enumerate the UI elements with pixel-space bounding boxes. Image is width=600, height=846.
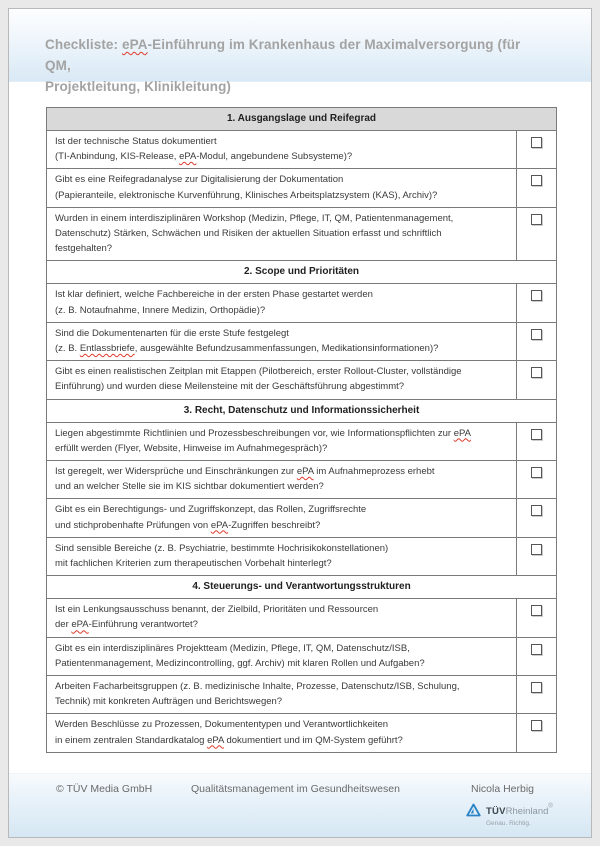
misspelled-word: ePA: [71, 619, 89, 631]
item-checkbox[interactable]: [531, 137, 542, 148]
footer-author: Nicola Herbig: [471, 783, 535, 795]
checklist-table: [46, 107, 557, 753]
checklist-row: [47, 498, 556, 536]
checkbox-cell: [516, 499, 556, 536]
checkbox-cell: [516, 131, 556, 168]
misspelled-word: Entlassbriefe: [79, 343, 135, 355]
section-heading: 2. Scope und Prioritäten: [47, 260, 556, 283]
question-text: Sind sensible Bereiche (z. B. Psychiatrie, bestimmte Hochrisikokonstellationen) mit fachlichen Kriterien zum therapeutischen Vorbehalt hinterlegt?: [55, 542, 389, 570]
checkbox-cell: [516, 538, 556, 575]
checkbox-cell: [516, 638, 556, 675]
question-text: Ist klar definiert, welche Fachbereiche in der ersten Phase gestartet werden (z. B. Notaufnahme, Innere Medizin, Orthopädie)?: [55, 289, 373, 316]
checkbox-cell: [516, 361, 556, 398]
section-heading: 1. Ausgangslage und Reifegrad: [47, 108, 556, 130]
checkbox-cell: [516, 323, 556, 360]
question-text: Gibt es ein interdisziplinäres Projektteam (Medizin, Pflege, IT, QM, Datenschutz/ISB, Patientenmanagement, Medizincontrolling, ggf. Archiv) mit klaren Rollen und Aufgaben?: [55, 642, 425, 669]
section-heading: 4. Steuerungs- und Verantwortungsstrukturen: [47, 575, 556, 598]
checklist-row: [47, 207, 556, 261]
question-text: Werden Beschlüsse zu Prozessen, Dokumententypen und Verantwortlichkeiten in einem zentralen Standardkatalog ePA dokumentiert und im QM-System geführt?: [55, 719, 403, 746]
tuv-rheinland-logo: [466, 801, 553, 827]
checkbox-cell: [516, 208, 556, 261]
section-heading: 3. Recht, Datenschutz und Informationssicherheit: [47, 399, 556, 422]
checkbox-cell: [516, 169, 556, 206]
item-checkbox[interactable]: [531, 720, 542, 731]
tuv-triangle-icon: [466, 803, 481, 817]
item-checkbox[interactable]: [531, 644, 542, 655]
item-checkbox[interactable]: [531, 544, 542, 555]
question-text: Gibt es ein Berechtigungs- und Zugriffskonzept, das Rollen, Zugriffsrechte und stichprobenhafte Prüfungen von ePA-Zugriffen beschreibt?: [55, 504, 367, 531]
question-text: Arbeiten Facharbeitsgruppen (z. B. medizinische Inhalte, Prozesse, Datenschutz/ISB, Schulung, Technik) mit konkreten Aufträgen und Berichtswegen?: [55, 681, 460, 708]
misspelled-word: ePA: [179, 151, 197, 163]
checklist-row: [47, 322, 556, 360]
checklist-row: [47, 130, 556, 168]
checklist-row: [47, 360, 556, 398]
item-checkbox[interactable]: [531, 682, 542, 693]
title-banner: [9, 9, 591, 94]
item-checkbox[interactable]: [531, 214, 542, 225]
checkbox-cell: [516, 599, 556, 636]
misspelled-word: ePA: [121, 37, 148, 52]
question-text: Ist ein Lenkungsausschuss benannt, der Zielbild, Prioritäten und Ressourcen der ePA-Einführung verantwortet?: [55, 604, 379, 631]
item-checkbox[interactable]: [531, 467, 542, 478]
checklist-row: [47, 537, 556, 575]
checkbox-cell: [516, 461, 556, 498]
question-text: Ist geregelt, wer Widersprüche und Einschränkungen zur ePA im Aufnahmeprozess erhebt und an welcher Stelle sie im KIS sichtbar dokumentiert werden?: [55, 466, 435, 493]
footer-copyright: © TÜV Media GmbH: [56, 783, 153, 795]
footer-series-title: Qualitätsmanagement im Gesundheitswesen: [191, 783, 400, 795]
doc-title: Checkliste: ePA-Einführung im Krankenhaus der Maximalversorgung (für QM, Projektleitung, Klinikleitung): [45, 37, 521, 94]
document-page: [8, 8, 592, 838]
checkbox-cell: [516, 423, 556, 460]
item-checkbox[interactable]: [531, 367, 542, 378]
question-text: Ist der technische Status dokumentiert (TI-Anbindung, KIS-Release, ePA-Modul, angebundene Subsysteme)?: [55, 136, 353, 163]
item-checkbox[interactable]: [531, 290, 542, 301]
misspelled-word: ePA: [453, 427, 471, 439]
checklist-row: [47, 283, 556, 321]
checkbox-cell: [516, 284, 556, 321]
checkbox-cell: [516, 714, 556, 751]
item-checkbox[interactable]: [531, 505, 542, 516]
item-checkbox[interactable]: [531, 429, 542, 440]
tuv-logo-brand-bold: TÜV: [486, 806, 506, 817]
checklist-row: [47, 675, 556, 713]
item-checkbox[interactable]: [531, 329, 542, 340]
checklist-row: [47, 713, 556, 751]
misspelled-word: ePA: [296, 466, 314, 478]
item-checkbox[interactable]: [531, 605, 542, 616]
checkbox-cell: [516, 676, 556, 713]
question-text: Liegen abgestimmte Richtlinien und Prozessbeschreibungen vor, wie Informationspflichten zur ePA erfüllt werden (Flyer, Website, Hinweise im Aufnahmegespräch)?: [55, 427, 471, 454]
checklist-row: [47, 168, 556, 206]
checklist-row: [47, 460, 556, 498]
question-text: Sind die Dokumentenarten für die erste Stufe festgelegt (z. B. Entlassbriefe, ausgewählte Befundzusammenfassungen, Medikationsinformationen)?: [55, 327, 439, 355]
question-text: Gibt es eine Reifegradanalyse zur Digitalisierung der Dokumentation (Papieranteile, elektronische Kurvenführung, Klinisches Arbeitsplatzsystem (KAS), Archiv)?: [55, 174, 438, 201]
misspelled-word: ePA: [210, 519, 229, 531]
item-checkbox[interactable]: [531, 175, 542, 186]
registered-mark: ®: [548, 803, 553, 810]
checklist-row: [47, 422, 556, 460]
question-text: Gibt es einen realistischen Zeitplan mit Etappen (Pilotbereich, erster Rollout-Cluster, vollständige Einführung) und wurden diese Meilensteine mit der Geschäftsführung abgestimmt?: [55, 366, 462, 393]
misspelled-word: ePA: [207, 734, 224, 746]
footer-banner: [9, 773, 591, 837]
tuv-logo-tagline: Genau. Richtig.: [486, 820, 531, 827]
checklist-row: [47, 598, 556, 636]
checklist-row: [47, 637, 556, 675]
tuv-logo-text: [486, 801, 553, 827]
tuv-logo-brand-light: Rheinland: [505, 806, 549, 817]
question-text: Wurden in einem interdisziplinären Workshop (Medizin, Pflege, IT, QM, Patientenmanagement, Datenschutz) Stärken, Schwächen und Risiken der aktuellen Situation erfasst und schriftlich festgehalten?: [55, 212, 454, 255]
